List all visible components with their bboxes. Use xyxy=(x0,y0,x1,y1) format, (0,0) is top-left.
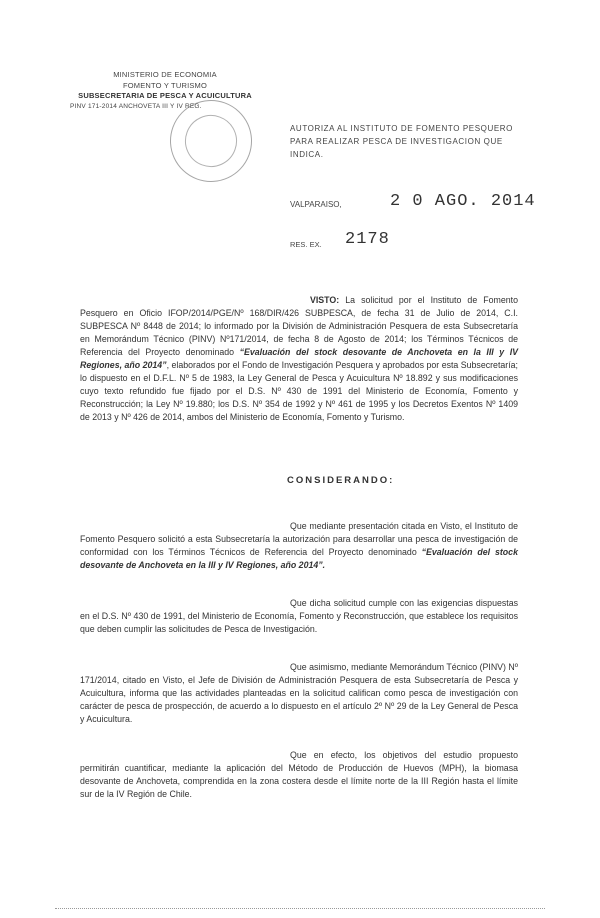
paragraph-2-text: Que dicha solicitud cumple con las exigencias dispuestas en el D.S. Nº 430 de 1991, del Ministerio de Economía, Fomento y Reconstrucción, que establece los requisitos que deben cumplir las solicitudes de Pesca de Investigación. xyxy=(80,598,518,634)
resolution-subject: AUTORIZA AL INSTITUTO DE FOMENTO PESQUERO PARA REALIZAR PESCA DE INVESTIGACION QUE INDICA. xyxy=(290,124,514,159)
considerando-paragraph-3 xyxy=(80,661,518,726)
footer-divider xyxy=(55,908,545,909)
visto-label: VISTO: xyxy=(310,295,340,305)
date-stamp: 2 0 AGO. 2014 xyxy=(390,192,536,211)
paragraph-1-text: Que mediante presentación citada en Visto, el Instituto de Fomento Pesquero solicitó a esta Subsecretaría la autorización para desarrollar una pesca de investigación de conformidad con los Términos Técnicos de Referencia del Proyecto denominado xyxy=(80,521,518,557)
resolution-number xyxy=(290,230,490,254)
reference-code: PINV 171-2014 ANCHOVETA III Y IV REG. xyxy=(70,102,202,110)
considerando-paragraph-4 xyxy=(80,749,518,801)
paragraph-4-text: Que en efecto, los objetivos del estudio propuesto permitirán cuantificar, mediante la aplicación del Método de Producción de Huevos (MPH), la biomasa desovante de Anchoveta, comprendida en la zona costera desde el límite norte de la III Región hasta el límite sur de la IV Región de Chile. xyxy=(80,750,518,799)
paragraph-1-title: “Evaluación del stock desovante de Anchoveta en la III y IV Regiones, año 2014”. xyxy=(80,547,518,570)
place-label: VALPARAISO, xyxy=(290,200,342,209)
considerando-paragraph-2 xyxy=(80,597,518,636)
visto-paragraph xyxy=(80,294,518,424)
visto-project-title: “Evaluación del stock desovante de Anchoveta en la III y IV Regiones, año 2014” xyxy=(80,347,519,370)
considerando-heading: CONSIDERANDO: xyxy=(287,475,395,486)
ministry-line-1: MINISTERIO DE ECONOMIA xyxy=(113,70,217,79)
resex-number: 2178 xyxy=(345,230,390,249)
visto-text-2: , elaborados por el Fondo de Investigación Pesquera y aprobados por esta Subsecretaría; lo dispuesto en el D.F.L. Nº 5 de 1983, la Ley General de Pesca y Acuicultura Nº 18.892 y sus modificaciones cuyo texto refundido fue fijado por el D.S. Nº 430 de 1991 del Ministerio de Economía, Fomento y Reconstrucción; la Ley Nº 19.880; los D.S. Nº 354 de 1992 y Nº 461 de 1995 y los Decretos Exentos Nº 1409 de 2013 y Nº 426 de 2014, ambos del Ministerio de Economía, Fomento y Turismo. xyxy=(80,360,518,422)
visto-text-1: La solicitud por el Instituto de Fomento Pesquero en Oficio IFOP/2014/PGE/Nº 168/DIR/426 SUBPESCA, de fecha 31 de Julio de 2014, C.I. SUBPESCA Nº 8448 de 2014; lo informado por la División de Administración Pesquera de esta Subsecretaría en Memorándum Técnico (PINV) Nº171/2014, de fecha 8 de Agosto de 2014; los Términos Técnicos de Referencia del Proyecto denominado xyxy=(80,295,518,357)
subsecretaria-name: SUBSECRETARIA DE PESCA Y ACUICULTURA xyxy=(78,91,252,100)
seal-inner-ring xyxy=(176,106,245,175)
ministry-line-2: FOMENTO Y TURISMO xyxy=(122,80,208,90)
place-date xyxy=(290,192,550,216)
paragraph-3-text: Que asimismo, mediante Memorándum Técnico (PINV) Nº 171/2014, citado en Visto, el Jefe de División de Administración Pesquera de esta Subsecretaría de Pesca y Acuicultura, informa que las actividades planteadas en la solicitud califican como pesca de investigación con carácter de pesca de prospección, de acuerdo a lo dispuesto en el artículo 2º Nº 29 de la Ley General de Pesca y Acuicultura. xyxy=(80,662,518,724)
considerando-paragraph-1 xyxy=(80,520,518,572)
resex-label: RES. EX. xyxy=(290,240,322,249)
